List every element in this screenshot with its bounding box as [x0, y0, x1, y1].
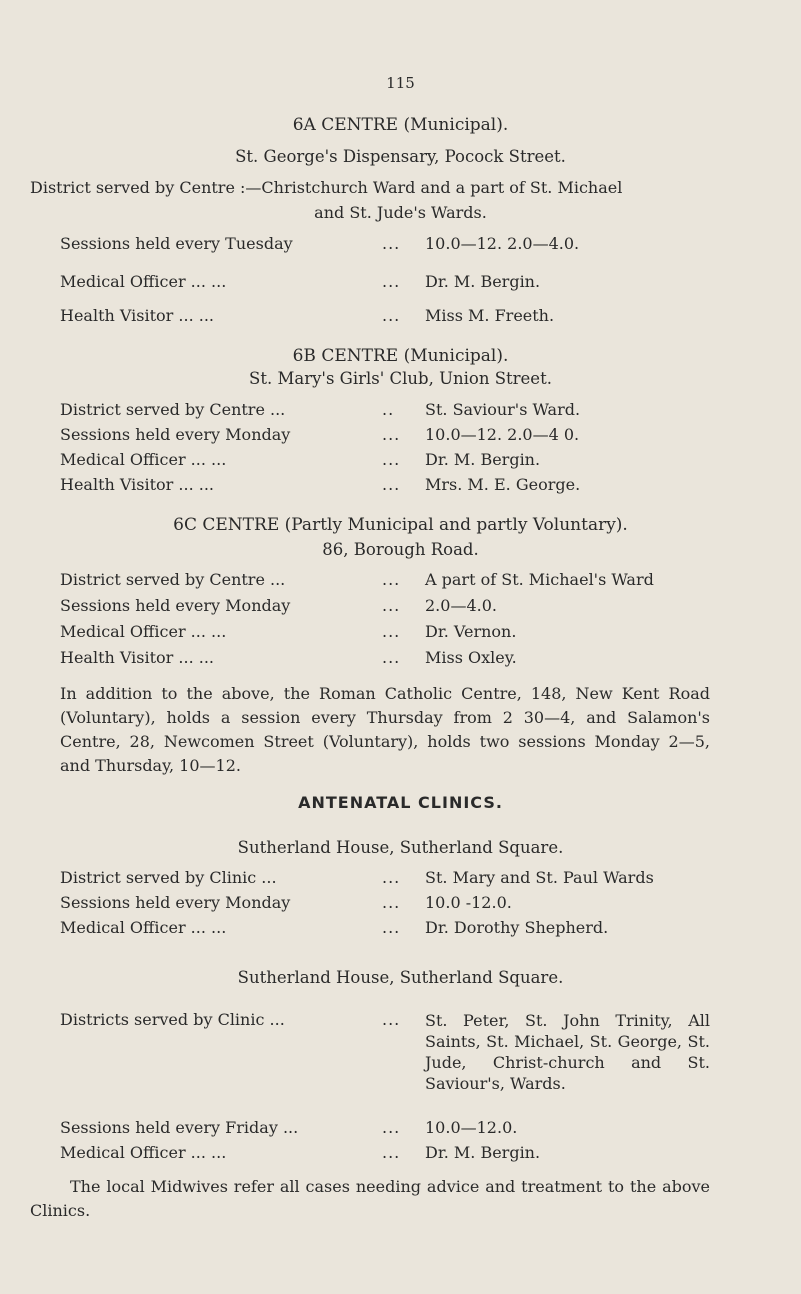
centre-6a-row-dots: ...: [382, 234, 401, 253]
clinic2-districts-dots: ...: [382, 1010, 401, 1029]
page-number: 115: [386, 74, 415, 92]
closing-paragraph-text: The local Midwives refer all cases needing advice and treatment to the above Clinics.: [30, 1177, 710, 1220]
clinic1-row-value: Dr. Dorothy Shepherd.: [425, 918, 609, 937]
clinic2-row-label: Medical Officer ... ...: [60, 1143, 227, 1162]
centre-6c-row-label: District served by Centre ...: [60, 570, 286, 589]
clinic2-row-dots: ...: [382, 1118, 401, 1137]
antenatal-clinic2-address: Sutherland House, Sutherland Square.: [237, 968, 564, 987]
centre-6a-district-line2: and St. Jude's Wards.: [314, 203, 487, 222]
antenatal-clinic1-address: Sutherland House, Sutherland Square.: [237, 838, 564, 857]
centre-6b-row-dots: ...: [382, 450, 401, 469]
centre-6a-row-label: Sessions held every Tuesday: [60, 234, 293, 253]
centre-6c-row-value: Miss Oxley.: [425, 648, 517, 667]
centre-6b-row-value: 10.0—12. 2.0—4 0.: [425, 425, 580, 444]
centre-6c-row-label: Medical Officer ... ...: [60, 622, 227, 641]
clinic1-row-label: Medical Officer ... ...: [60, 918, 227, 937]
clinic1-row-value: 10.0 -12.0.: [425, 893, 512, 912]
centre-6a-address: St. George's Dispensary, Pocock Street.: [235, 147, 566, 166]
clinic1-row-value: St. Mary and St. Paul Wards: [425, 868, 654, 887]
clinic1-row-dots: ...: [382, 893, 401, 912]
clinic2-row-label: Sessions held every Friday ...: [60, 1118, 299, 1137]
centre-6b-heading: 6B CENTRE (Municipal).: [292, 346, 509, 366]
addition-paragraph-text: In addition to the above, the Roman Catholic Centre, 148, New Kent Road (Voluntary), holds a session every Thursday from 2 30—4, and Salamon's Centre, 28, Newcomen Street (Voluntary), holds two sessions Monday 2—5, and Thursday, 10—12.: [60, 684, 710, 775]
centre-6c-heading: 6C CENTRE (Partly Municipal and partly Voluntary).: [173, 515, 628, 535]
centre-6b-row-label: Medical Officer ... ...: [60, 450, 227, 469]
centre-6a-row-value: 10.0—12. 2.0—4.0.: [425, 234, 580, 253]
centre-6b-row-dots: ..: [382, 400, 395, 419]
centre-6c-row-value: A part of St. Michael's Ward: [425, 570, 654, 589]
centre-6c-address: 86, Borough Road.: [322, 540, 479, 559]
antenatal-heading: ANTENATAL CLINICS.: [298, 793, 503, 812]
clinic1-row-label: Sessions held every Monday: [60, 893, 291, 912]
closing-paragraph: [30, 1175, 710, 1223]
centre-6b-address: St. Mary's Girls' Club, Union Street.: [249, 369, 552, 388]
centre-6b-row-label: District served by Centre ...: [60, 400, 286, 419]
clinic2-districts-label: Districts served by Clinic ...: [60, 1010, 285, 1029]
centre-6b-row-dots: ...: [382, 425, 401, 444]
centre-6c-row-value: 2.0—4.0.: [425, 596, 497, 615]
centre-6c-row-dots: ...: [382, 648, 401, 667]
clinic2-row-value: Dr. M. Bergin.: [425, 1143, 541, 1162]
centre-6a-heading: 6A CENTRE (Municipal).: [292, 115, 509, 135]
centre-6c-row-dots: ...: [382, 622, 401, 641]
centre-6b-row-label: Health Visitor ... ...: [60, 475, 215, 494]
centre-6b-row-value: Mrs. M. E. George.: [425, 475, 581, 494]
clinic2-districts-value: St. Peter, St. John Trinity, All Saints, St. Michael, St. George, St. Jude, Christ-church and St. Saviour's, Wards.: [425, 1011, 710, 1093]
centre-6a-row-dots: ...: [382, 306, 401, 325]
clinic1-row-dots: ...: [382, 918, 401, 937]
centre-6a-row-label: Medical Officer ... ...: [60, 272, 227, 291]
centre-6c-row-dots: ...: [382, 596, 401, 615]
centre-6c-row-label: Health Visitor ... ...: [60, 648, 215, 667]
centre-6a-row-value: Miss M. Freeth.: [425, 306, 555, 325]
clinic2-row-dots: ...: [382, 1143, 401, 1162]
clinic1-row-dots: ...: [382, 868, 401, 887]
clinic1-row-label: District served by Clinic ...: [60, 868, 277, 887]
centre-6a-row-value: Dr. M. Bergin.: [425, 272, 541, 291]
centre-6b-row-value: Dr. M. Bergin.: [425, 450, 541, 469]
centre-6a-district-line1: District served by Centre :—Christchurch Ward and a part of St. Michael: [30, 178, 623, 197]
centre-6b-row-dots: ...: [382, 475, 401, 494]
centre-6c-row-dots: ...: [382, 570, 401, 589]
centre-6c-row-label: Sessions held every Monday: [60, 596, 291, 615]
addition-paragraph: [60, 682, 710, 778]
centre-6c-row-value: Dr. Vernon.: [425, 622, 517, 641]
clinic2-row-value: 10.0—12.0.: [425, 1118, 518, 1137]
centre-6b-row-label: Sessions held every Monday: [60, 425, 291, 444]
centre-6b-row-value: St. Saviour's Ward.: [425, 400, 581, 419]
centre-6a-row-dots: ...: [382, 272, 401, 291]
centre-6a-row-label: Health Visitor ... ...: [60, 306, 215, 325]
